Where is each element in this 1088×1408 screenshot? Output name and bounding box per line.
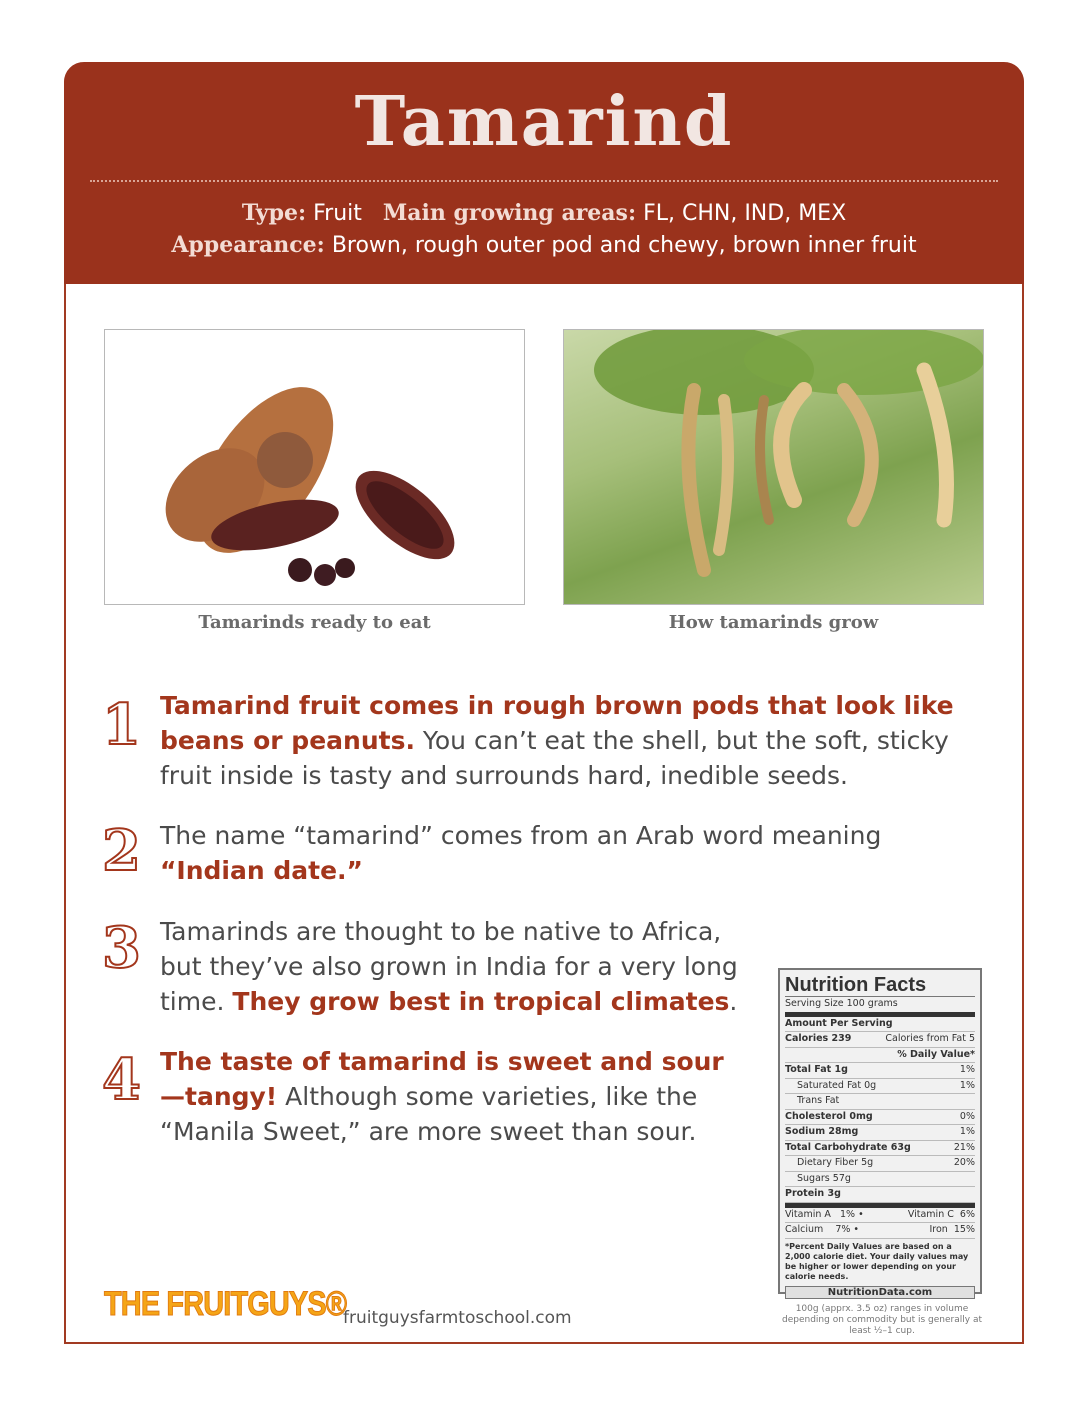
tamarind-pods-illustration <box>105 330 525 605</box>
nutrition-row: Total Carbohydrate 63g 21% <box>785 1141 975 1157</box>
caption-how-they-grow: How tamarinds grow <box>668 612 879 633</box>
page-title: Tamarind <box>354 82 734 162</box>
fact-1 <box>160 688 960 793</box>
nutrition-footnote: *Percent Daily Values are based on a 2,000 calorie diet. Your daily values may be higher or lower depending on your calorie needs. <box>785 1241 969 1281</box>
fact-3-text: Tamarinds are thought to be native to Africa, but they’ve also grown in India for a very long time. <box>160 917 738 1016</box>
nutrition-row: Cholesterol 0mg 0% <box>785 1110 975 1126</box>
fact-1-highlight: Tamarind fruit comes in rough brown pods that look like beans or peanuts. <box>160 691 954 755</box>
fact-4-highlight: The taste of tamarind is sweet and sour—tangy! <box>160 1047 724 1111</box>
nutrition-row: Total Fat 1g 1% <box>785 1063 975 1079</box>
fact-number-3: 3 <box>102 915 141 981</box>
fact-number-1: 1 <box>102 692 141 758</box>
areas-value: FL, CHN, IND, MEX <box>643 201 847 226</box>
nutrition-facts-panel <box>778 968 982 1298</box>
nutrition-vitamins: Vitamin A 1% • Vitamin C 6% <box>785 1208 975 1224</box>
nutrition-title: Nutrition Facts <box>785 974 975 997</box>
fact-3 <box>160 914 760 1019</box>
fact-2-highlight: “Indian date.” <box>160 856 363 885</box>
appearance-label: Appearance: <box>171 232 325 258</box>
photo-tamarinds-ready <box>104 329 525 605</box>
photo-tamarinds-growing <box>563 329 984 605</box>
nutrition-rows <box>785 1063 975 1203</box>
fact-number-2: 2 <box>102 818 141 884</box>
tamarind-tree-illustration <box>564 330 984 605</box>
nutrition-row: Sugars 57g <box>785 1172 975 1188</box>
nutrition-serving: Serving Size 100 grams <box>785 997 975 1017</box>
fruitguys-logo: THE FRUITGUYS® <box>104 1285 347 1323</box>
appearance-value: Brown, rough outer pod and chewy, brown inner fruit <box>331 233 917 258</box>
website-link[interactable]: fruitguysfarmtoschool.com <box>343 1308 572 1328</box>
fact-2-text: The name “tamarind” comes from an Arab word meaning <box>160 821 882 850</box>
nutrition-dv-header: % Daily Value* <box>785 1048 975 1064</box>
fact-3-highlight: They grow best in tropical climates <box>232 987 730 1016</box>
caption-ready-to-eat: Tamarinds ready to eat <box>198 612 431 633</box>
nutrition-row: Protein 3g <box>785 1187 975 1203</box>
appearance-line <box>64 232 1024 258</box>
nutrition-amount: Amount Per Serving <box>785 1017 975 1033</box>
type-label: Type: <box>241 200 307 226</box>
serving-note: 100g (apprx. 3.5 oz) ranges in volume depending on commodity but is generally at least ½–1 cup. <box>782 1304 982 1336</box>
fact-4-text: Although some varieties, like the “Manila Sweet,” are more sweet than sour. <box>160 1082 698 1146</box>
nutrition-calories: Calories 239 Calories from Fat 5 <box>785 1032 975 1048</box>
nutrition-source: NutritionData.com <box>785 1286 975 1299</box>
fact-1-text: You can’t eat the shell, but the soft, sticky fruit inside is tasty and surrounds hard, inedible seeds. <box>160 726 949 790</box>
nutrition-row: Sodium 28mg 1% <box>785 1125 975 1141</box>
fact-2 <box>160 818 920 888</box>
type-value: Fruit <box>313 201 362 226</box>
areas-label: Main growing areas: <box>382 200 637 226</box>
header-banner <box>64 62 1024 284</box>
nutrition-minerals: Calcium 7% • Iron 15% <box>785 1223 975 1239</box>
type-line <box>64 200 1024 226</box>
fact-3-tail: . <box>729 987 738 1016</box>
nutrition-row: Trans Fat <box>785 1094 975 1110</box>
nutrition-row: Dietary Fiber 5g 20% <box>785 1156 975 1172</box>
dotted-divider <box>90 180 998 182</box>
fact-number-4: 4 <box>102 1047 141 1113</box>
fact-4 <box>160 1044 740 1149</box>
nutrition-row: Saturated Fat 0g 1% <box>785 1079 975 1095</box>
